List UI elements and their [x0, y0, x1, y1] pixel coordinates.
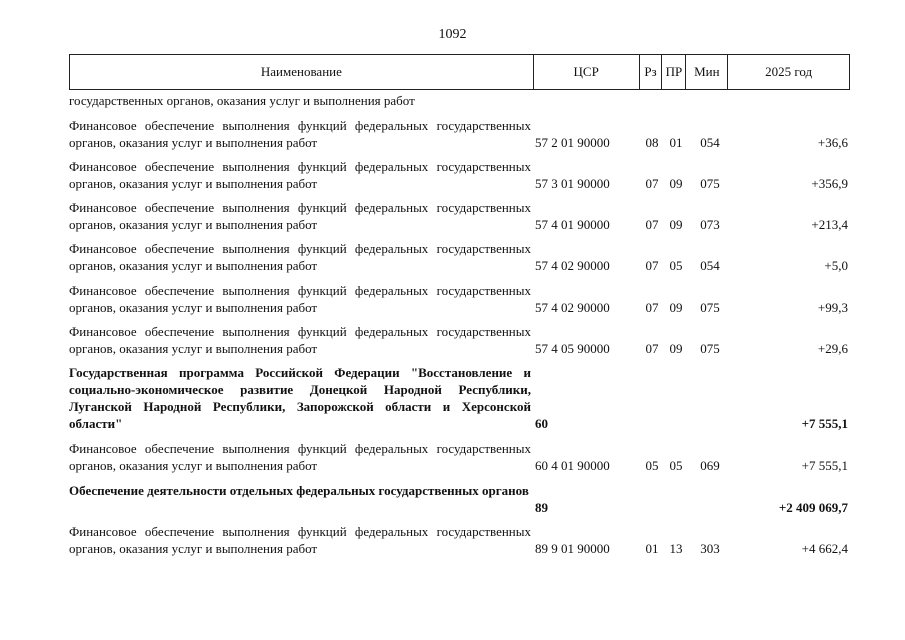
continuation-text: государственных органов, оказания услуг и выполнения работ	[69, 93, 415, 108]
row-csr: 60	[535, 416, 548, 431]
row-amount: +356,9	[811, 176, 848, 191]
row-min: 075	[700, 176, 720, 191]
row-pr: 09	[669, 300, 683, 315]
row-name: Финансовое обеспечение выполнения функций федеральных государственных органов, оказания услуг и выполнения работ	[69, 159, 531, 191]
row-rz: 07	[645, 300, 659, 315]
row-amount: +29,6	[817, 341, 848, 356]
row-name: Финансовое обеспечение выполнения функций федеральных государственных органов, оказания услуг и выполнения работ	[69, 283, 531, 315]
row-csr: 89	[535, 500, 548, 515]
row-csr: 57 4 02 90000	[535, 300, 610, 315]
header-rz: Рз	[640, 55, 663, 89]
header-csr: ЦСР	[534, 55, 640, 89]
row-amount: +5,0	[824, 258, 848, 273]
row-pr: 09	[669, 341, 683, 356]
header-min: Мин	[686, 55, 728, 89]
row-pr: 09	[669, 176, 683, 191]
header-name: Наименование	[70, 55, 534, 89]
row-min: 069	[700, 458, 720, 473]
row-amount: +7 555,1	[801, 458, 848, 473]
row-min: 054	[700, 135, 720, 150]
row-name: Финансовое обеспечение выполнения функций федеральных государственных органов, оказания услуг и выполнения работ	[69, 241, 531, 273]
row-name: Финансовое обеспечение выполнения функций федеральных государственных органов, оказания услуг и выполнения работ	[69, 524, 531, 556]
row-rz: 07	[645, 217, 659, 232]
row-name: Государственная программа Российской Федерации "Восстановление и социально-экономическое развитие Донецкой Народной Республики, Луганской Народной Республики, Запорожской области и Херсонской области"	[69, 365, 531, 431]
row-min: 073	[700, 217, 720, 232]
row-csr: 57 2 01 90000	[535, 135, 610, 150]
row-amount: +99,3	[817, 300, 848, 315]
row-name: Финансовое обеспечение выполнения функций федеральных государственных органов, оказания услуг и выполнения работ	[69, 441, 531, 473]
row-amount: +36,6	[817, 135, 848, 150]
row-amount: +7 555,1	[801, 416, 848, 431]
row-amount: +213,4	[811, 217, 848, 232]
row-name: Обеспечение деятельности отдельных федеральных государственных органов	[69, 483, 529, 498]
row-pr: 05	[669, 458, 683, 473]
row-amount: +2 409 069,7	[778, 500, 848, 515]
header-pr: ПР	[662, 55, 686, 89]
row-min: 303	[700, 541, 720, 556]
row-csr: 60 4 01 90000	[535, 458, 610, 473]
header-year: 2025 год	[765, 64, 813, 79]
row-rz: 05	[645, 458, 659, 473]
row-csr: 57 3 01 90000	[535, 176, 610, 191]
page-number: 1092	[438, 27, 467, 42]
row-pr: 01	[669, 135, 683, 150]
row-rz: 01	[645, 541, 659, 556]
row-name: Финансовое обеспечение выполнения функций федеральных государственных органов, оказания услуг и выполнения работ	[69, 324, 531, 356]
row-min: 075	[700, 341, 720, 356]
row-rz: 07	[645, 176, 659, 191]
table-header	[69, 54, 850, 90]
row-rz: 08	[645, 135, 659, 150]
row-csr: 57 4 02 90000	[535, 258, 610, 273]
row-min: 054	[700, 258, 720, 273]
row-pr: 09	[669, 217, 683, 232]
row-csr: 57 4 05 90000	[535, 341, 610, 356]
row-min: 075	[700, 300, 720, 315]
row-amount: +4 662,4	[801, 541, 848, 556]
row-csr: 89 9 01 90000	[535, 541, 610, 556]
row-name: Финансовое обеспечение выполнения функций федеральных государственных органов, оказания услуг и выполнения работ	[69, 200, 531, 232]
row-csr: 57 4 01 90000	[535, 217, 610, 232]
row-name: Финансовое обеспечение выполнения функций федеральных государственных органов, оказания услуг и выполнения работ	[69, 118, 531, 150]
row-rz: 07	[645, 341, 659, 356]
row-rz: 07	[645, 258, 659, 273]
row-pr: 13	[669, 541, 683, 556]
row-pr: 05	[669, 258, 683, 273]
